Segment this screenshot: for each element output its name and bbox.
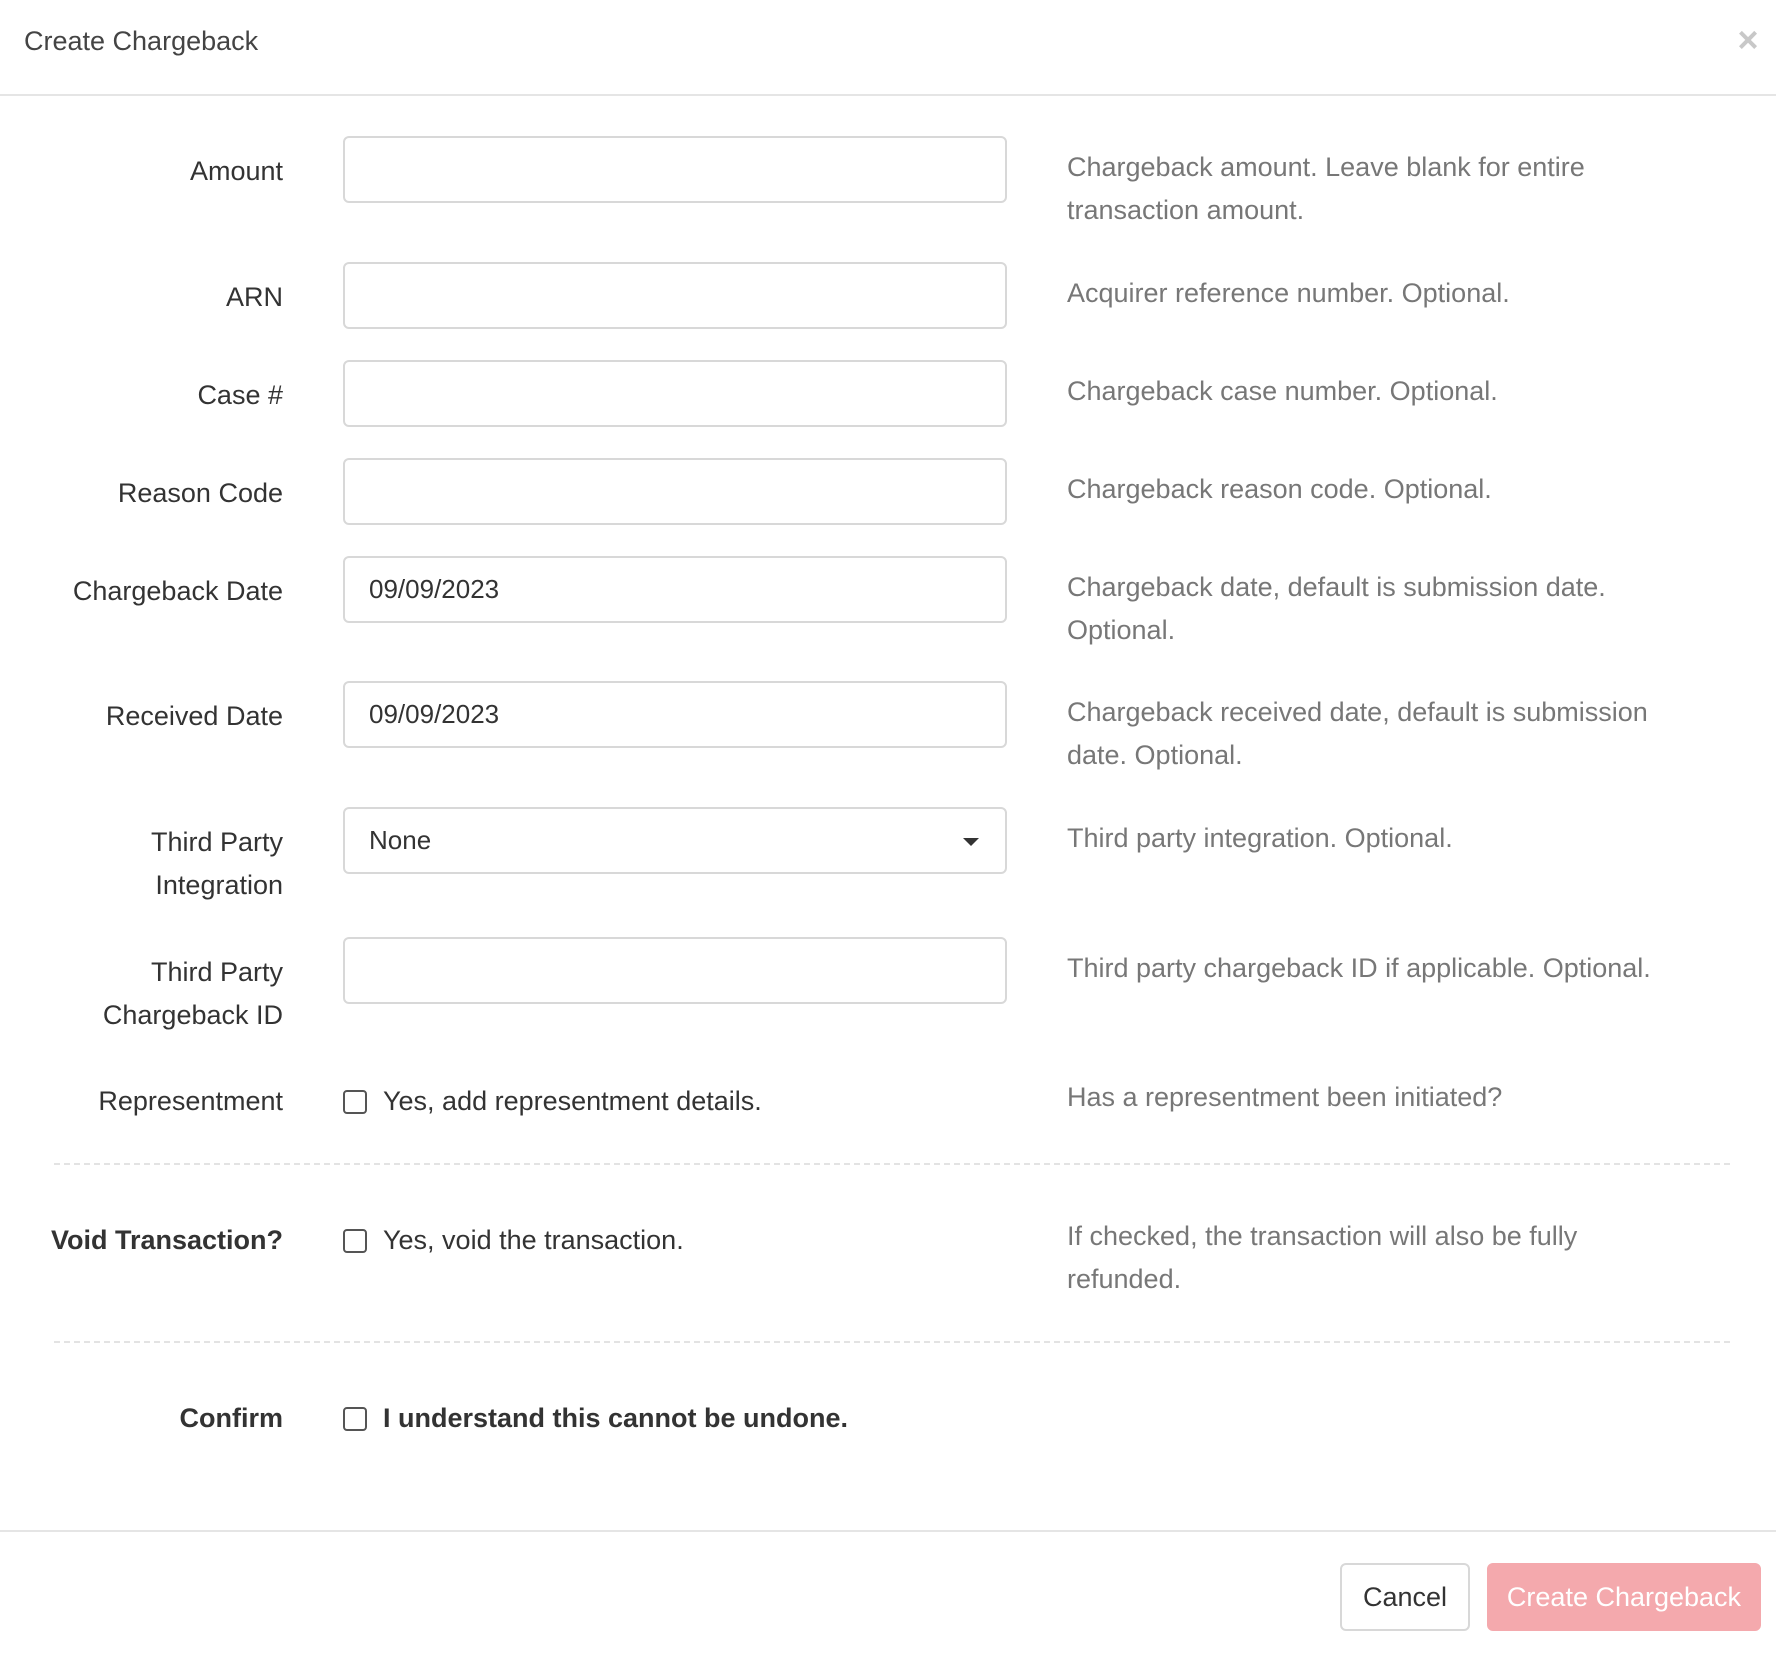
representment-help: Has a representment been initiated? [1067,1082,1503,1112]
void-transaction-help: If checked, the transaction will also be fully refunded. [1067,1221,1578,1294]
third-party-chargeback-id-label: Third Party Chargeback ID [102,957,283,1030]
case-number-help: Chargeback case number. Optional. [1067,376,1498,406]
chargeback-date-input[interactable] [343,556,1007,623]
representment-checkbox[interactable] [343,1090,367,1114]
arn-label: ARN [225,282,283,312]
amount-label: Amount [189,156,283,186]
received-date-help: Chargeback received date, default is submission date. Optional. [1067,697,1648,770]
confirm-checkbox-group[interactable] [343,1397,848,1440]
received-date-label: Received Date [105,701,283,731]
section-divider [54,1341,1730,1343]
void-transaction-checkbox-group[interactable] [343,1219,684,1262]
reason-code-label: Reason Code [117,478,283,508]
cancel-button[interactable]: Cancel [1340,1563,1470,1631]
void-transaction-checkbox-label[interactable]: Yes, void the transaction. [383,1225,684,1255]
modal-header [0,0,1776,96]
modal-title: Create Chargeback [24,26,259,56]
modal-footer [0,1530,1776,1654]
third-party-chargeback-id-help: Third party chargeback ID if applicable. Optional. [1067,953,1651,983]
void-transaction-label: Void Transaction? [50,1225,283,1255]
third-party-integration-label: Third Party Integration [150,827,283,900]
third-party-integration-select[interactable] [343,807,1007,874]
caret-down-icon [963,838,979,846]
close-icon[interactable]: × [1737,19,1759,60]
reason-code-help: Chargeback reason code. Optional. [1067,474,1492,504]
third-party-integration-selected: None [369,825,432,855]
chargeback-date-help: Chargeback date, default is submission date. Optional. [1067,572,1606,645]
representment-checkbox-label[interactable]: Yes, add representment details. [383,1086,762,1116]
confirm-label: Confirm [179,1403,283,1433]
amount-help: Chargeback amount. Leave blank for entire transaction amount. [1067,152,1585,225]
arn-help: Acquirer reference number. Optional. [1067,278,1510,308]
void-transaction-checkbox[interactable] [343,1229,367,1253]
third-party-integration-help: Third party integration. Optional. [1067,823,1453,853]
case-number-label: Case # [197,380,283,410]
chargeback-date-label: Chargeback Date [72,576,283,606]
section-divider [54,1163,1730,1165]
confirm-checkbox[interactable] [343,1407,367,1431]
representment-label: Representment [98,1086,283,1116]
case-number-input[interactable] [343,360,1007,427]
confirm-checkbox-label[interactable]: I understand this cannot be undone. [383,1403,849,1433]
received-date-input[interactable] [343,681,1007,748]
third-party-chargeback-id-input[interactable] [343,937,1007,1004]
arn-input[interactable] [343,262,1007,329]
create-chargeback-button[interactable]: Create Chargeback [1487,1563,1761,1631]
representment-checkbox-group[interactable] [343,1080,762,1123]
amount-input[interactable] [343,136,1007,203]
reason-code-input[interactable] [343,458,1007,525]
